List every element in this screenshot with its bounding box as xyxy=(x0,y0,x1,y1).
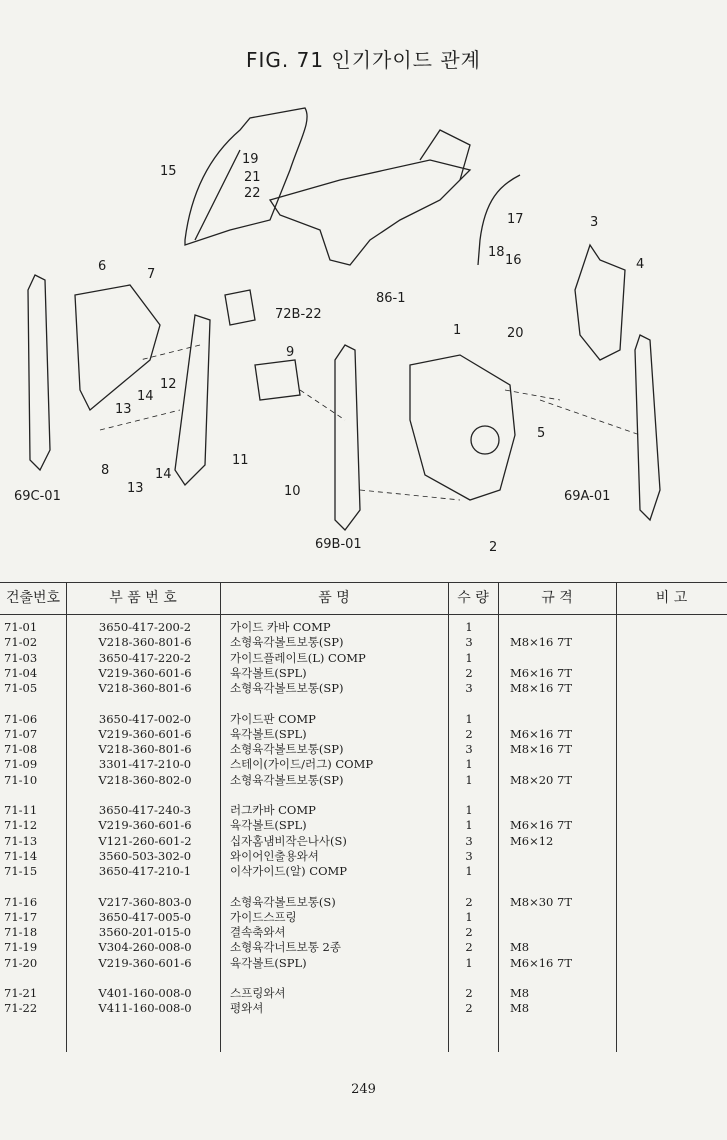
cell-index-no: 71-07 xyxy=(4,726,38,741)
exploded-parts-diagram xyxy=(0,90,727,580)
header-part-number: 부 품 번 호 xyxy=(109,590,177,606)
cell-index-no: 71-08 xyxy=(4,742,38,757)
cell-quantity: 1 xyxy=(465,803,473,817)
part-69a-01-plate xyxy=(635,335,660,520)
cell-index-no: 71-20 xyxy=(4,955,38,970)
cell-index-no: 71-15 xyxy=(4,864,38,879)
cell-quantity: 2 xyxy=(465,665,473,680)
cell-part-name: 소형육각너트보통 2종 xyxy=(230,940,341,955)
cell-quantity: 1 xyxy=(465,711,473,726)
cell-quantity: 3 xyxy=(465,681,473,696)
cell-part-number: V217-360-803-0 xyxy=(98,894,192,909)
table-row xyxy=(0,986,727,1001)
table-row xyxy=(0,803,727,818)
cell-part-number: V219-360-601-6 xyxy=(98,726,192,741)
cell-index-no: 71-11 xyxy=(4,803,38,817)
cell-index-no: 71-09 xyxy=(4,757,38,772)
header-part-name: 품 명 xyxy=(318,590,350,606)
callout-17: 17 xyxy=(507,212,524,227)
header-remarks: 비 고 xyxy=(655,590,688,606)
part-3-guide xyxy=(575,245,625,360)
callout-9: 9 xyxy=(286,345,295,360)
cell-quantity: 1 xyxy=(465,818,473,833)
part-86-1-bracket xyxy=(270,160,470,265)
cell-part-name: 가이드스프링 xyxy=(230,909,297,924)
table-row xyxy=(0,620,727,635)
cell-index-no: 71-21 xyxy=(4,986,38,1000)
table-row xyxy=(0,834,727,849)
cell-spec: M6×16 7T xyxy=(510,726,573,741)
cell-part-name: 와이어인출용와셔 xyxy=(230,848,319,863)
table-row xyxy=(0,940,727,955)
callout-72b-22: 72B-22 xyxy=(275,307,322,322)
cell-quantity: 1 xyxy=(465,620,473,634)
cell-spec: M8 xyxy=(510,986,530,1000)
callout-69b-01: 69B-01 xyxy=(315,537,362,552)
table-row xyxy=(0,849,727,864)
table-row xyxy=(0,773,727,788)
part-72b-22 xyxy=(225,290,255,325)
table-row xyxy=(0,727,727,742)
table-row xyxy=(0,910,727,925)
cell-quantity: 2 xyxy=(465,986,473,1000)
cell-part-name: 육각볼트(SPL) xyxy=(230,955,307,970)
callout-20: 20 xyxy=(507,326,524,341)
cell-quantity: 3 xyxy=(465,635,473,650)
cell-quantity: 3 xyxy=(465,833,473,848)
callout-86-1: 86-1 xyxy=(376,291,406,306)
cell-spec: M6×12 xyxy=(510,833,554,848)
cell-part-name: 가이드판 COMP xyxy=(230,711,316,726)
header-index-no: 건출번호 xyxy=(5,590,61,606)
cell-part-name: 십자홈냄비작은나사(S) xyxy=(230,833,347,848)
cell-part-number: V401-160-008-0 xyxy=(98,986,192,1000)
cell-index-no: 71-05 xyxy=(4,681,38,696)
header-quantity: 수 량 xyxy=(457,590,489,606)
cell-quantity: 2 xyxy=(465,940,473,955)
cell-part-name: 소형육각볼트보통(S) xyxy=(230,894,336,909)
callout-16: 16 xyxy=(505,253,522,268)
cell-quantity: 1 xyxy=(465,757,473,772)
callout-19: 19 xyxy=(242,152,259,167)
cell-part-name: 소형육각볼트보통(SP) xyxy=(230,635,344,650)
cell-part-number: V219-360-601-6 xyxy=(98,665,192,680)
table-row xyxy=(0,742,727,757)
cell-part-name: 소형육각볼트보통(SP) xyxy=(230,742,344,757)
cell-index-no: 71-17 xyxy=(4,909,38,924)
part-9-stay xyxy=(255,360,300,400)
cell-quantity: 2 xyxy=(465,1001,473,1016)
cell-part-number: 3650-417-200-2 xyxy=(98,620,192,634)
cell-quantity: 2 xyxy=(465,925,473,940)
cell-spec: M6×16 7T xyxy=(510,665,573,680)
cell-quantity: 1 xyxy=(465,864,473,879)
table-row xyxy=(0,818,727,833)
cell-index-no: 71-04 xyxy=(4,665,38,680)
table-row xyxy=(0,712,727,727)
cell-part-number: V218-360-801-6 xyxy=(98,635,192,650)
cell-part-number: 3650-417-210-1 xyxy=(98,864,192,879)
cell-spec: M8 xyxy=(510,1001,530,1016)
cell-quantity: 1 xyxy=(465,955,473,970)
cell-index-no: 71-18 xyxy=(4,925,38,940)
page-number: 249 xyxy=(351,1082,376,1097)
parts-table xyxy=(0,582,727,1052)
callout-4: 4 xyxy=(636,257,645,272)
cell-quantity: 2 xyxy=(465,894,473,909)
table-row xyxy=(0,895,727,910)
cell-part-name: 스프링와셔 xyxy=(230,986,286,1000)
cell-quantity: 1 xyxy=(465,909,473,924)
cell-part-number: 3650-417-220-2 xyxy=(98,650,192,665)
callout-8: 8 xyxy=(101,463,110,478)
cell-part-name: 육각볼트(SPL) xyxy=(230,665,307,680)
cell-index-no: 71-14 xyxy=(4,848,38,863)
callout-15: 15 xyxy=(160,164,177,179)
table-row xyxy=(0,925,727,940)
cell-part-name: 스테이(가이드/러그) COMP xyxy=(230,757,374,772)
cell-index-no: 71-22 xyxy=(4,1001,38,1016)
cell-part-name: 가이드플레이트(L) COMP xyxy=(230,650,366,665)
callout-12: 12 xyxy=(160,377,177,392)
cell-part-number: V121-260-601-2 xyxy=(98,833,192,848)
table-row xyxy=(0,864,727,879)
cell-index-no: 71-03 xyxy=(4,650,38,665)
callout-10: 10 xyxy=(284,484,301,499)
cell-part-name: 육각볼트(SPL) xyxy=(230,818,307,833)
cell-part-number: V218-360-801-6 xyxy=(98,681,192,696)
cell-index-no: 71-02 xyxy=(4,635,38,650)
callout-13b: 13 xyxy=(127,481,144,496)
cell-index-no: 71-12 xyxy=(4,818,38,833)
cell-part-number: V411-160-008-0 xyxy=(98,1001,192,1016)
table-row xyxy=(0,956,727,971)
cell-quantity: 3 xyxy=(465,848,473,863)
cell-spec: M8×16 7T xyxy=(510,742,573,757)
cell-index-no: 71-13 xyxy=(4,833,38,848)
callout-11: 11 xyxy=(232,453,249,468)
cell-part-number: V304-260-008-0 xyxy=(98,940,192,955)
cell-spec: M8×30 7T xyxy=(510,894,573,909)
cell-part-name: 육각볼트(SPL) xyxy=(230,726,307,741)
cell-part-number: 3650-417-005-0 xyxy=(98,909,192,924)
callout-21: 21 xyxy=(244,170,261,185)
cell-quantity: 2 xyxy=(465,726,473,741)
callout-1: 1 xyxy=(453,323,462,338)
cell-quantity: 3 xyxy=(465,742,473,757)
cell-index-no: 71-10 xyxy=(4,772,38,787)
cell-spec: M8×16 7T xyxy=(510,681,573,696)
table-row xyxy=(0,1001,727,1016)
table-row xyxy=(0,666,727,681)
header-spec: 규 격 xyxy=(541,590,573,606)
cell-part-name: 평와셔 xyxy=(230,1001,264,1016)
cell-part-number: V218-360-801-6 xyxy=(98,742,192,757)
callout-14b: 14 xyxy=(155,467,172,482)
cell-part-number: V219-360-601-6 xyxy=(98,818,192,833)
cell-part-number: 3560-201-015-0 xyxy=(98,925,192,940)
callout-2: 2 xyxy=(489,540,498,555)
callout-7: 7 xyxy=(147,267,156,282)
cell-spec: M6×16 7T xyxy=(510,818,573,833)
part-69b-01-plate xyxy=(335,345,360,530)
diagram-drawing xyxy=(28,108,660,530)
cell-part-name: 소형육각볼트보통(SP) xyxy=(230,681,344,696)
callout-69a-01: 69A-01 xyxy=(564,489,611,504)
cell-part-name: 소형육각볼트보통(SP) xyxy=(230,772,344,787)
cell-quantity: 1 xyxy=(465,772,473,787)
cell-quantity: 1 xyxy=(465,650,473,665)
cell-part-name: 이삭가이드(알) COMP xyxy=(230,864,348,879)
cell-index-no: 71-19 xyxy=(4,940,38,955)
cell-part-name: 러그카바 COMP xyxy=(230,803,316,817)
cell-part-number: 3560-503-302-0 xyxy=(98,848,192,863)
cell-spec: M8×20 7T xyxy=(510,772,573,787)
part-11-lug-cover xyxy=(175,315,210,485)
cell-index-no: 71-01 xyxy=(4,620,38,634)
callout-3: 3 xyxy=(590,215,599,230)
callout-5: 5 xyxy=(537,426,546,441)
callout-18: 18 xyxy=(488,245,505,260)
cell-spec: M8 xyxy=(510,940,530,955)
cell-part-number: 3301-417-210-0 xyxy=(98,757,192,772)
callout-6: 6 xyxy=(98,259,107,274)
table-row xyxy=(0,635,727,650)
diagram-callouts xyxy=(14,152,644,555)
cell-part-number: 3650-417-240-3 xyxy=(98,803,192,817)
cell-part-number: 3650-417-002-0 xyxy=(98,711,192,726)
callout-14a: 14 xyxy=(137,389,154,404)
table-row xyxy=(0,651,727,666)
part-69c-01-plate xyxy=(28,275,50,470)
cell-part-number: V219-360-601-6 xyxy=(98,955,192,970)
callout-69c-01: 69C-01 xyxy=(14,489,61,504)
cell-part-name: 결속축와셔 xyxy=(230,925,286,940)
table-row xyxy=(0,681,727,696)
table-row xyxy=(0,757,727,772)
cell-spec: M8×16 7T xyxy=(510,635,573,650)
cell-part-name: 가이드 카바 COMP xyxy=(230,620,331,634)
cell-spec: M6×16 7T xyxy=(510,955,573,970)
cell-part-number: V218-360-802-0 xyxy=(98,772,192,787)
part-1-guide-cover xyxy=(410,355,515,500)
callout-22: 22 xyxy=(244,186,261,201)
cell-index-no: 71-06 xyxy=(4,711,38,726)
callout-13a: 13 xyxy=(115,402,132,417)
cell-index-no: 71-16 xyxy=(4,894,38,909)
figure-title: FIG. 71 인기가이드 관계 xyxy=(245,48,482,72)
